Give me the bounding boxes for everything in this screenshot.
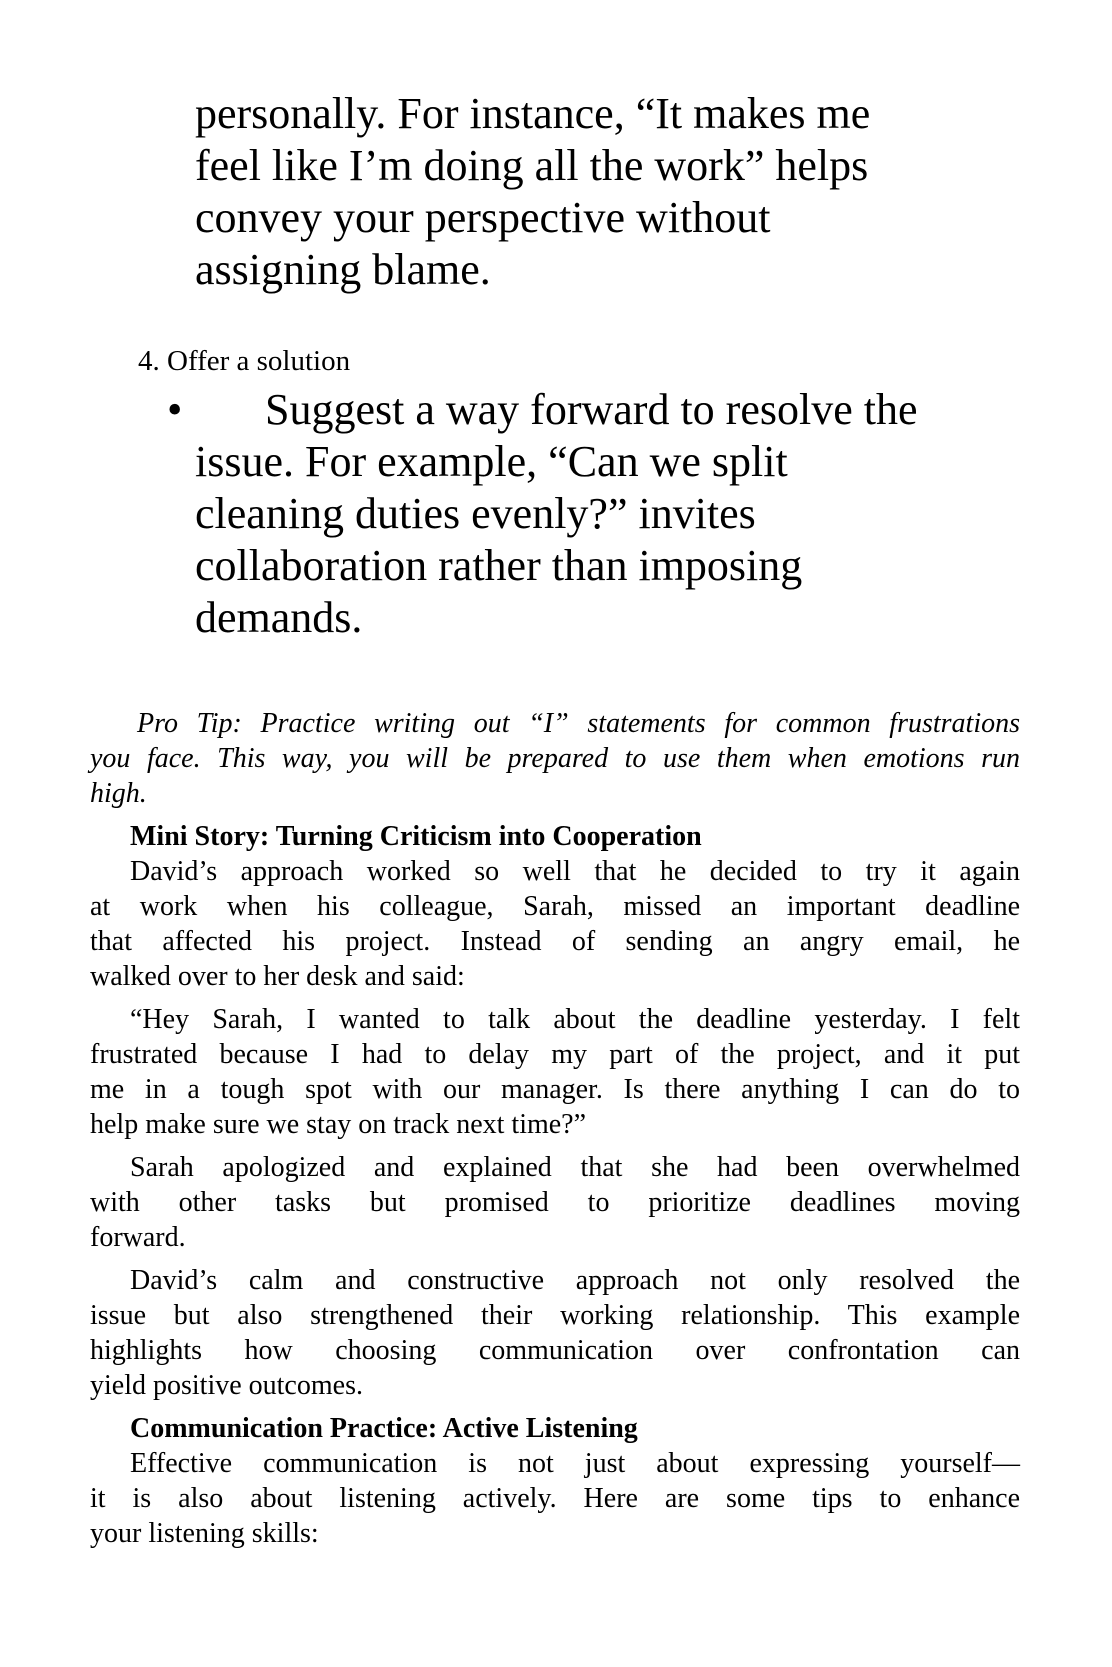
numbered-list-item-offer-solution: 4. Offer a solution — [138, 345, 351, 377]
paragraph-david-approach: David’s approach worked so well that he decided to try it again at work when his colleague, Sarah, missed an important deadline that affected his project. Instead of sending an angry email, he walked over to her desk and said: — [90, 856, 1020, 992]
paragraph-active-listening: Effective communication is not just about expressing yourself— it is also about listening actively. Here are some tips to enhance your listening skills: — [90, 1448, 1020, 1549]
continued-bullet-paragraph: personally. For instance, “It makes me feel like I’m doing all the work” helps convey your perspective without assigning blame. — [195, 89, 871, 294]
bullet-marker-icon: • — [167, 385, 183, 434]
pro-tip-paragraph: Pro Tip: Practice writing out “I” statements for common frustrations you face. This way, you will be prepared to use them when emotions run high. — [90, 708, 1020, 809]
paragraph-hey-sarah-quote: “Hey Sarah, I wanted to talk about the deadline yesterday. I felt frustrated because I had to delay my part of the project, and it put me in a tough spot with our manager. Is there anything I can do to help make sure we stay on track next time?” — [90, 1004, 1020, 1140]
bullet-item-text: Suggest a way forward to resolve the issue. For example, “Can we split cleaning duties evenly?” invites collaboration rather than imposing demands. — [195, 385, 918, 642]
communication-practice-heading: Communication Practice: Active Listening — [130, 1413, 638, 1444]
paragraph-sarah-apologized: Sarah apologized and explained that she had been overwhelmed with other tasks but promised to prioritize deadlines moving forward. — [90, 1152, 1020, 1253]
paragraph-david-calm: David’s calm and constructive approach not only resolved the issue but also strengthened their working relationship. This example highlights how choosing communication over confrontation can yield positive outcomes. — [90, 1265, 1020, 1401]
mini-story-heading: Mini Story: Turning Criticism into Cooperation — [130, 821, 702, 852]
bullet-list-item — [90, 384, 1020, 644]
